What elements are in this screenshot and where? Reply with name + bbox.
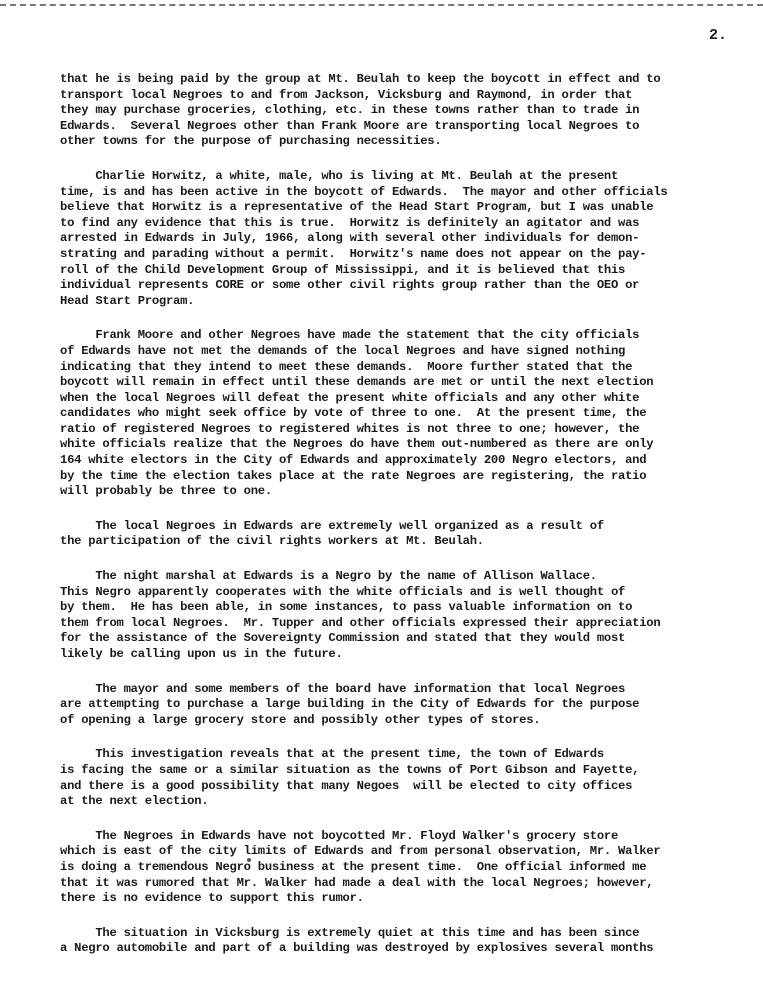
text-line: that it was rumored that Mr. Walker had made a deal with the local Negroes; however,: [60, 875, 654, 890]
paragraph-9: [60, 926, 710, 957]
text-line: for the assistance of the Sovereignty Commission and stated that they would most: [60, 631, 626, 646]
text-line: will probably be three to one.: [60, 484, 272, 499]
text-line: indicating that they intend to meet these demands. Moore further stated that the: [60, 359, 633, 374]
text-line: This Negro apparently cooperates with the white officials and is well thought of: [60, 584, 626, 599]
text-line: Head Start Program.: [60, 293, 195, 308]
text-line: white officials realize that the Negroes do have them out-numbered as there are only: [60, 437, 654, 452]
paragraph-8: [60, 829, 710, 907]
text-line: Charlie Horwitz, a white, male, who is living at Mt. Beulah at the present: [60, 168, 619, 183]
text-line: likely be calling upon us in the future.: [60, 647, 343, 661]
text-line: The Negroes in Edwards have not boycotted Mr. Floyd Walker's grocery store: [60, 828, 619, 843]
text-line: Frank Moore and other Negroes have made the statement that the city officials: [60, 328, 640, 343]
text-line: of Edwards have not met the demands of the local Negroes and have signed nothing: [60, 343, 626, 358]
text-line: at the next election.: [60, 794, 209, 809]
text-line: is doing a tremendous Negro business at the present time. One official informed me: [60, 859, 647, 874]
text-line: The local Negroes in Edwards are extremely well organized as a result of: [60, 518, 604, 533]
text-line: This investigation reveals that at the present time, the town of Edwards: [60, 747, 604, 762]
text-line: believe that Horwitz is a representative of the Head Start Program, but I was unable: [60, 200, 654, 215]
paragraph-1: [60, 72, 710, 150]
text-line: and there is a good possibility that many Negoes will be elected to city offices: [60, 778, 633, 793]
text-line: the participation of the civil rights workers at Mt. Beulah.: [60, 534, 484, 549]
top-border-rule: [0, 4, 763, 6]
text-line: they may purchase groceries, clothing, etc. in these towns rather than to trade in: [60, 103, 640, 118]
paragraph-2: [60, 169, 710, 309]
text-line: are attempting to purchase a large building in the City of Edwards for the purpose: [60, 697, 640, 712]
text-line: a Negro automobile and part of a building was destroyed by explosives several months: [60, 941, 654, 956]
text-line: them from local Negroes. Mr. Tupper and other officials expressed their appreciation: [60, 615, 661, 630]
text-line: 164 white electors in the City of Edwards and approximately 200 Negro electors, and: [60, 453, 647, 468]
text-line: is facing the same or a similar situation as the towns of Port Gibson and Fayette,: [60, 762, 640, 777]
text-line: The night marshal at Edwards is a Negro by the name of Allison Wallace.: [60, 569, 597, 584]
text-line: which is east of the city limits of Edwards and from personal observation, Mr. Walker: [60, 844, 661, 859]
text-line: by them. He has been able, in some instances, to pass valuable information on to: [60, 600, 633, 615]
paragraph-5: [60, 569, 710, 663]
text-line: The mayor and some members of the board have information that local Negroes: [60, 681, 626, 696]
text-line: when the local Negroes will defeat the present white officials and any other white: [60, 390, 640, 405]
paragraph-4: [60, 519, 710, 550]
paragraph-6: [60, 682, 710, 729]
text-line: there is no evidence to support this rumor.: [60, 891, 364, 906]
text-line: The situation in Vicksburg is extremely quiet at this time and has been since: [60, 925, 640, 940]
text-line: of opening a large grocery store and possibly other types of stores.: [60, 712, 541, 727]
text-line: other towns for the purpose of purchasing necessities.: [60, 134, 442, 149]
text-line: individual represents CORE or some other civil rights group rather than the OEO or: [60, 278, 640, 293]
paragraph-3: [60, 328, 710, 500]
text-line: roll of the Child Development Group of Mississippi, and it is believed that this: [60, 262, 626, 277]
text-line: to find any evidence that this is true. Horwitz is definitely an agitator and was: [60, 215, 640, 230]
text-line: time, is and has been active in the boycott of Edwards. The mayor and other officials: [60, 184, 668, 199]
text-line: ratio of registered Negroes to registered whites is not three to one; however, the: [60, 421, 640, 436]
text-line: boycott will remain in effect until these demands are met or until the next election: [60, 375, 654, 390]
text-line: transport local Negroes to and from Jackson, Vicksburg and Raymond, in order that: [60, 87, 633, 102]
text-line: strating and parading without a permit. Horwitz's name does not appear on the pay-: [60, 246, 647, 261]
text-line: by the time the election takes place at the rate Negroes are registering, the ratio: [60, 468, 647, 483]
text-line: Edwards. Several Negroes other than Frank Moore are transporting local Negroes to: [60, 118, 640, 133]
paragraph-7: [60, 747, 710, 809]
text-line: arrested in Edwards in July, 1966, along with several other individuals for demon-: [60, 231, 640, 246]
document-body: [60, 72, 710, 976]
page-number: 2.: [709, 27, 728, 44]
text-line: candidates who might seek office by vote of three to one. At the present time, the: [60, 406, 647, 421]
text-line: that he is being paid by the group at Mt. Beulah to keep the boycott in effect and to: [60, 72, 661, 86]
